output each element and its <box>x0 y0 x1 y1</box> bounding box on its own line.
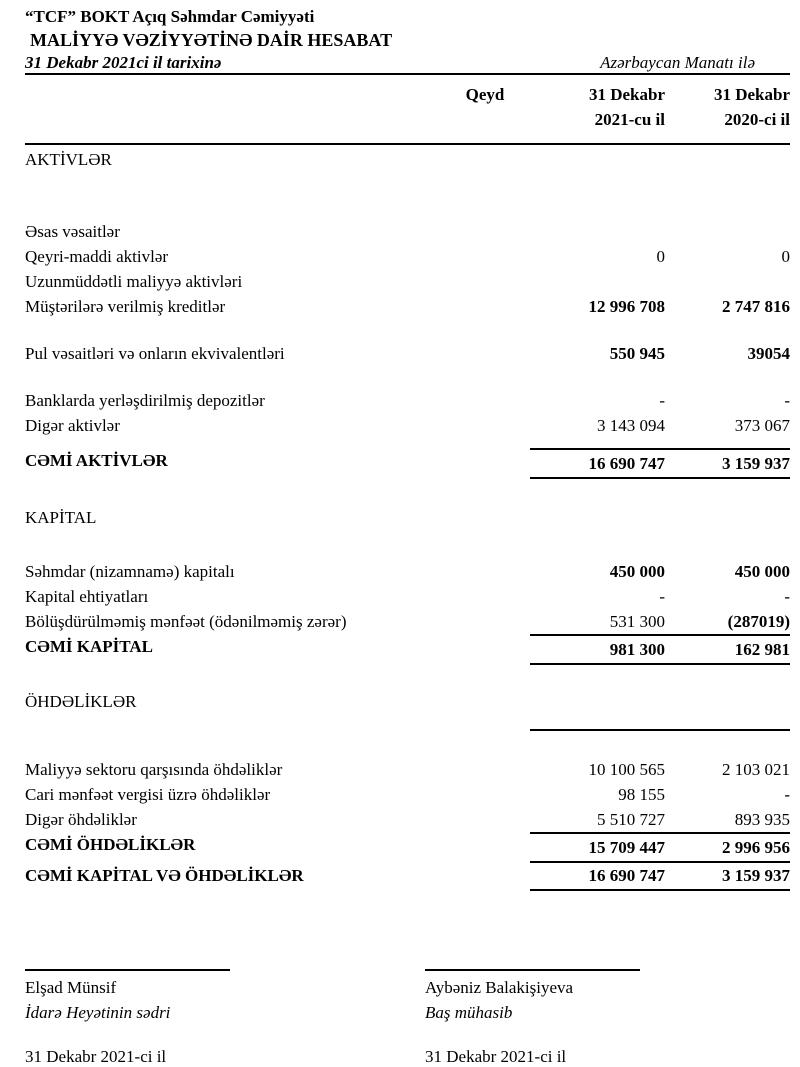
signer-title: Baş mühasib <box>425 1003 513 1022</box>
report-date: 31 Dekabr 2021ci il tarixinə <box>25 53 222 72</box>
signature-dates <box>25 1047 790 1067</box>
company-name: “TCF” BOKT Açıq Səhmdar Cəmiyyəti <box>25 7 315 26</box>
column-header-2021: 31 Dekabr 2021-cu il <box>588 85 665 129</box>
table-row: Əsas vəsaitlər <box>25 222 120 241</box>
table-row-total-equity: CƏMİ KAPİTAL 981 300 162 981 <box>25 634 790 665</box>
signatures-block <box>25 969 790 1025</box>
column-header-spacer <box>25 82 440 132</box>
table-row: Uzunmüddətli maliyyə aktivləri <box>25 272 243 291</box>
table-row-total-equity-and-liabilities: CƏMİ KAPİTAL VƏ ÖHDƏLİKLƏR 16 690 747 3 159 937 <box>25 863 790 891</box>
section-heading-assets: AKTİVLƏR <box>25 150 112 169</box>
liabilities-rule <box>25 729 790 731</box>
table-row: Pul vəsaitləri və onların ekvivalentləri 550 945 39054 <box>25 344 790 363</box>
table-row-total-liabilities: CƏMİ ÖHDƏLİKLƏR 15 709 447 2 996 956 <box>25 832 790 863</box>
table-row-total-assets: CƏMİ AKTİVLƏR 16 690 747 3 159 937 <box>25 448 790 479</box>
signature-right <box>425 969 790 1025</box>
signature-date: 31 Dekabr 2021-ci il <box>25 1047 167 1066</box>
signer-title: İdarə Heyətinin sədri <box>25 1003 171 1022</box>
table-row: Digər öhdəliklər 5 510 727 893 935 <box>25 810 790 829</box>
table-row: Müştərilərə verilmiş kreditlər 12 996 708 2 747 816 <box>25 297 790 316</box>
table-row: Səhmdar (nizamnamə) kapitalı 450 000 450 000 <box>25 562 790 581</box>
signature-left <box>25 969 425 1025</box>
table-row: Maliyyə sektoru qarşısında öhdəliklər 10 100 565 2 103 021 <box>25 760 790 779</box>
signer-name: Aybəniz Balakişiyeva <box>425 978 574 997</box>
currency-note: Azərbaycan Manatı ilə <box>600 53 755 72</box>
table-row: Cari mənfəət vergisi üzrə öhdəliklər 98 155 - <box>25 785 790 804</box>
signature-date: 31 Dekabr 2021-ci il <box>425 1047 567 1066</box>
table-row: Bölüşdürülməmiş mənfəət (ödənilməmiş zərər) 531 300 (287019) <box>25 612 790 631</box>
report-date-row <box>25 52 790 75</box>
section-heading-liabilities: ÖHDƏLİKLƏR <box>25 692 137 711</box>
table-row: Qeyri-maddi aktivlər 0 0 <box>25 247 790 266</box>
table-row: Digər aktivlər 3 143 094 373 067 <box>25 416 790 435</box>
column-header-2020: 31 Dekabr 2020-ci il <box>713 85 790 129</box>
table-row: Banklarda yerləşdirilmiş depozitlər - - <box>25 391 790 410</box>
column-header-note: Qeyd <box>465 85 505 104</box>
signer-name: Elşad Münsif <box>25 978 117 997</box>
table-column-headers <box>25 75 790 145</box>
report-title: MALİYYƏ VƏZİYYƏTİNƏ DAİR HESABAT <box>30 30 393 50</box>
section-heading-equity: KAPİTAL <box>25 508 97 527</box>
table-row: Kapital ehtiyatları - - <box>25 587 790 606</box>
